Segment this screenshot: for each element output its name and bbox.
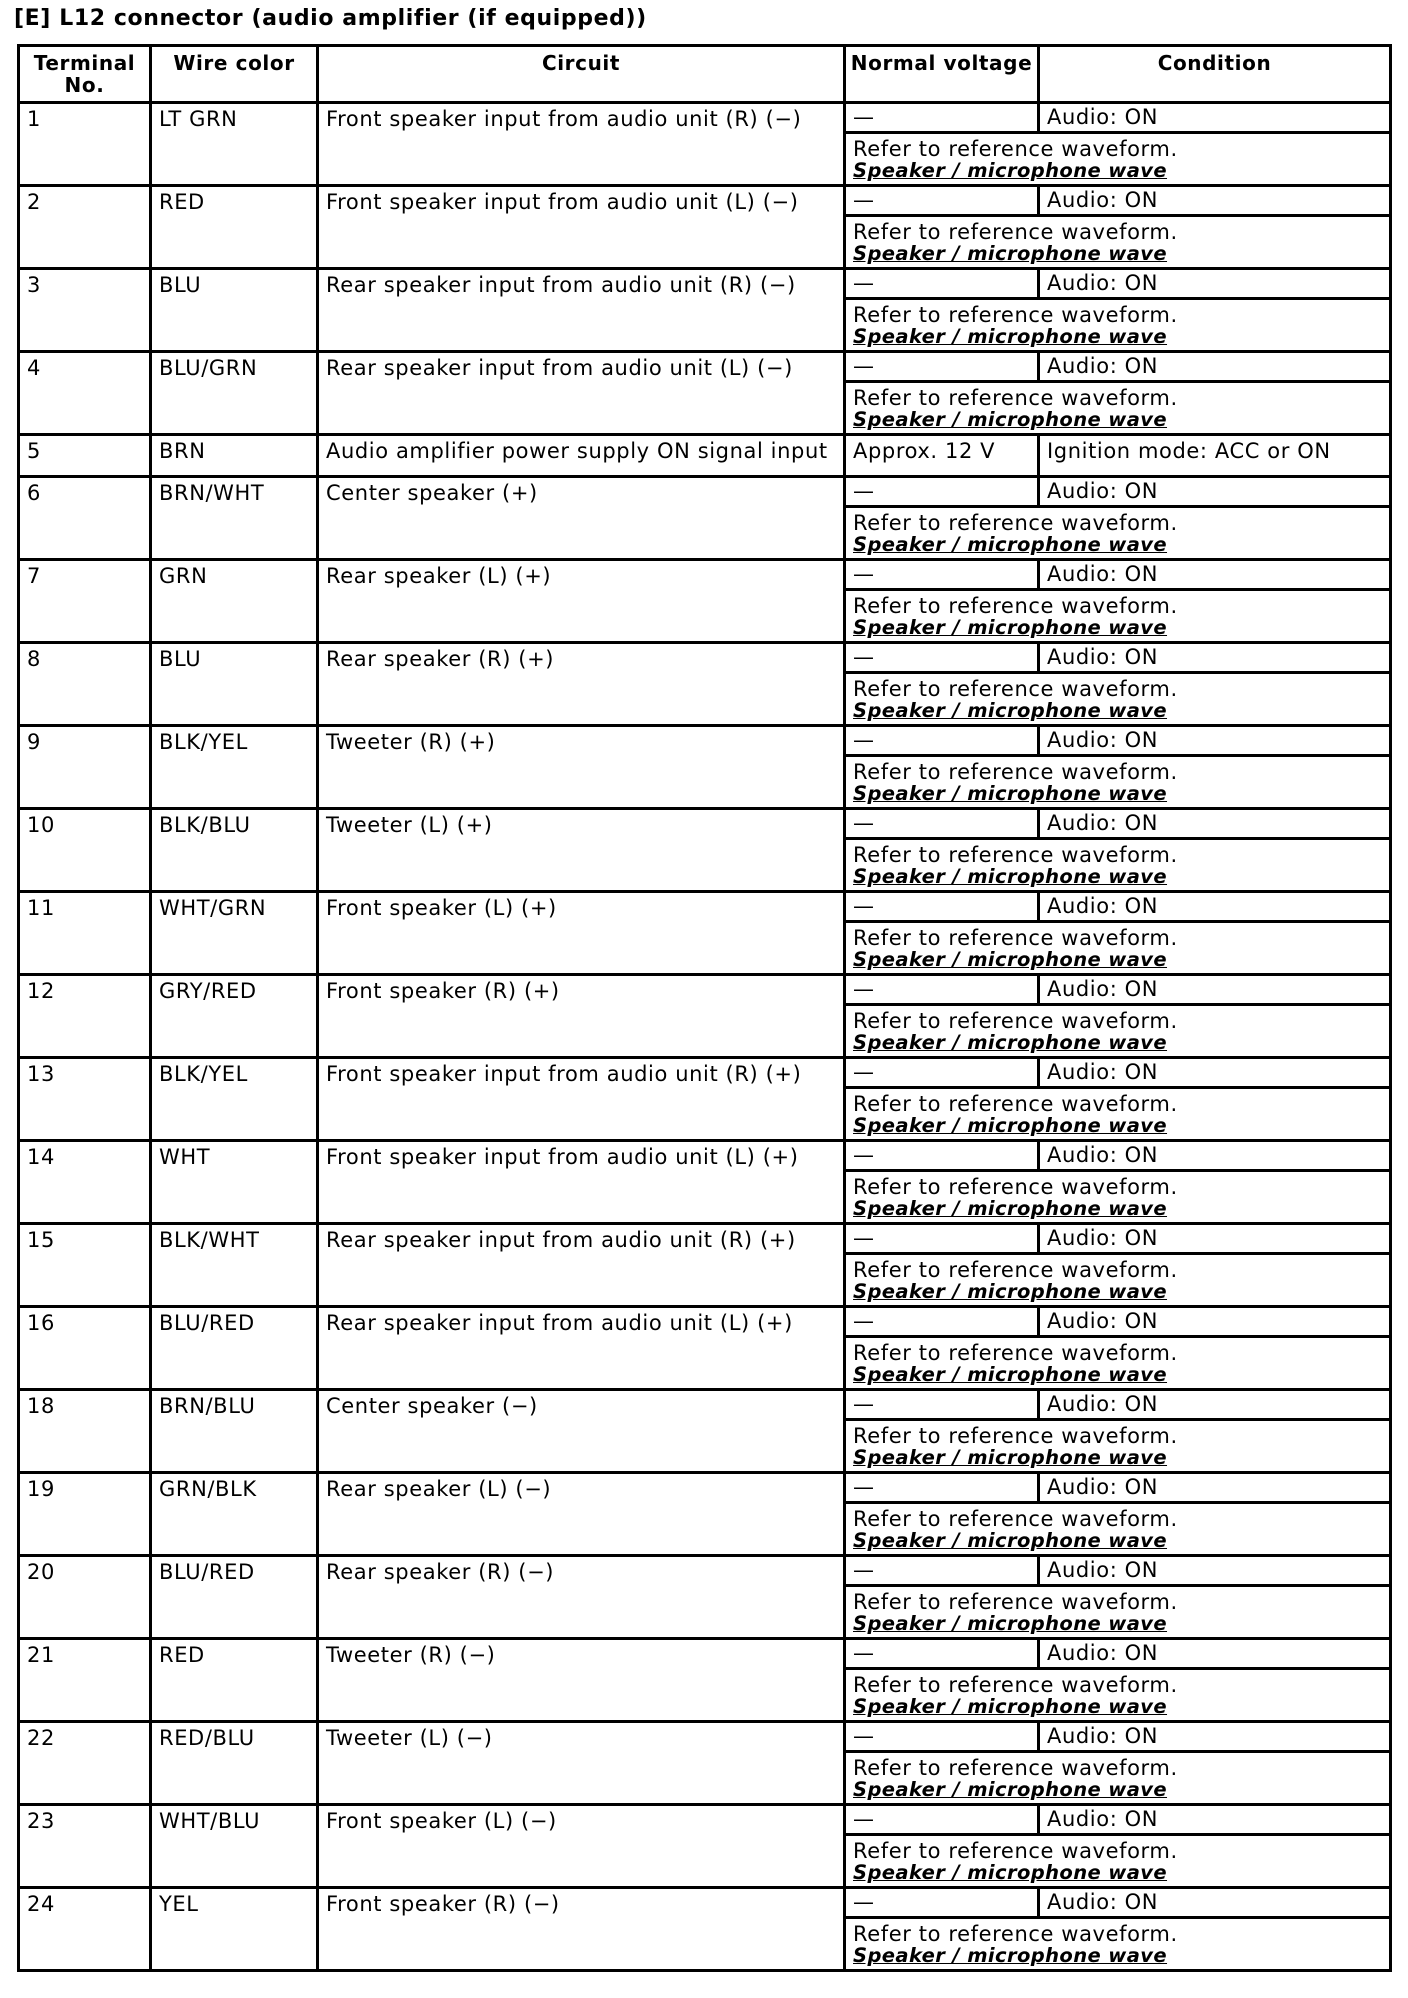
wire-color: BRN (151, 435, 318, 477)
normal-voltage: — (845, 477, 1039, 507)
wire-color: BLU/RED (151, 1307, 318, 1390)
wire-color: WHT (151, 1141, 318, 1224)
reference-text: Refer to reference waveform. (853, 843, 1178, 867)
normal-voltage: — (845, 643, 1039, 673)
wire-color: BLK/BLU (151, 809, 318, 892)
circuit: Rear speaker (R) (+) (318, 643, 845, 726)
normal-voltage: — (845, 1805, 1039, 1835)
circuit: Front speaker input from audio unit (L) (+) (318, 1141, 845, 1224)
condition: Audio: ON (1039, 186, 1391, 216)
normal-voltage: — (845, 1141, 1039, 1171)
header-terminal: Terminal No. (19, 46, 151, 103)
waveform-link[interactable]: Speaker / microphone wave (853, 159, 1168, 182)
table-row (19, 809, 1391, 839)
circuit: Front speaker (L) (+) (318, 892, 845, 975)
waveform-link[interactable]: Speaker / microphone wave (853, 1114, 1168, 1137)
waveform-link[interactable]: Speaker / microphone wave (853, 1861, 1168, 1884)
table-row (19, 892, 1391, 922)
wire-color: WHT/GRN (151, 892, 318, 975)
reference-text: Refer to reference waveform. (853, 1424, 1178, 1448)
normal-voltage: — (845, 1639, 1039, 1669)
reference-waveform-cell (845, 133, 1391, 186)
circuit: Center speaker (−) (318, 1390, 845, 1473)
waveform-link[interactable]: Speaker / microphone wave (853, 616, 1168, 639)
waveform-link[interactable]: Speaker / microphone wave (853, 1612, 1168, 1635)
wire-color: RED/BLU (151, 1722, 318, 1805)
table-row (19, 1307, 1391, 1337)
reference-text: Refer to reference waveform. (853, 1507, 1178, 1531)
wire-color: WHT/BLU (151, 1805, 318, 1888)
waveform-link[interactable]: Speaker / microphone wave (853, 533, 1168, 556)
terminal-no: 23 (19, 1805, 151, 1888)
reference-waveform-cell (845, 216, 1391, 269)
header-circuit: Circuit (318, 46, 845, 103)
reference-text: Refer to reference waveform. (853, 760, 1178, 784)
circuit: Rear speaker input from audio unit (R) (−) (318, 269, 845, 352)
wire-color: BRN/WHT (151, 477, 318, 560)
terminal-no: 12 (19, 975, 151, 1058)
waveform-link[interactable]: Speaker / microphone wave (853, 325, 1168, 348)
header-wire-color: Wire color (151, 46, 318, 103)
wire-color: BLU (151, 269, 318, 352)
table-row (19, 1224, 1391, 1254)
normal-voltage: — (845, 1556, 1039, 1586)
table-row (19, 352, 1391, 382)
normal-voltage: — (845, 186, 1039, 216)
waveform-link[interactable]: Speaker / microphone wave (853, 782, 1168, 805)
condition: Audio: ON (1039, 560, 1391, 590)
condition: Ignition mode: ACC or ON (1039, 435, 1391, 477)
reference-waveform-cell (845, 1586, 1391, 1639)
terminal-no: 16 (19, 1307, 151, 1390)
reference-waveform-cell (845, 507, 1391, 560)
normal-voltage: — (845, 352, 1039, 382)
terminal-no: 9 (19, 726, 151, 809)
table-row (19, 726, 1391, 756)
wire-color: BLU/RED (151, 1556, 318, 1639)
wire-color: GRY/RED (151, 975, 318, 1058)
reference-waveform-cell (845, 839, 1391, 892)
reference-text: Refer to reference waveform. (853, 1839, 1178, 1863)
table-row (19, 1805, 1391, 1835)
circuit: Rear speaker input from audio unit (L) (+) (318, 1307, 845, 1390)
table-row (19, 1058, 1391, 1088)
condition: Audio: ON (1039, 1390, 1391, 1420)
reference-text: Refer to reference waveform. (853, 1922, 1178, 1946)
circuit: Front speaker (R) (−) (318, 1888, 845, 1971)
condition: Audio: ON (1039, 103, 1391, 133)
terminal-no: 4 (19, 352, 151, 435)
condition: Audio: ON (1039, 1224, 1391, 1254)
circuit: Rear speaker (R) (−) (318, 1556, 845, 1639)
waveform-link[interactable]: Speaker / microphone wave (853, 865, 1168, 888)
waveform-link[interactable]: Speaker / microphone wave (853, 1695, 1168, 1718)
normal-voltage: — (845, 1888, 1039, 1918)
terminal-no: 20 (19, 1556, 151, 1639)
condition: Audio: ON (1039, 1058, 1391, 1088)
reference-text: Refer to reference waveform. (853, 1756, 1178, 1780)
reference-text: Refer to reference waveform. (853, 511, 1178, 535)
condition: Audio: ON (1039, 1888, 1391, 1918)
normal-voltage: — (845, 1390, 1039, 1420)
reference-text: Refer to reference waveform. (853, 303, 1178, 327)
terminal-no: 6 (19, 477, 151, 560)
table-row (19, 643, 1391, 673)
table-row (19, 1888, 1391, 1918)
reference-waveform-cell (845, 922, 1391, 975)
normal-voltage: — (845, 103, 1039, 133)
condition: Audio: ON (1039, 1722, 1391, 1752)
circuit: Front speaker input from audio unit (R) (+) (318, 1058, 845, 1141)
circuit: Tweeter (R) (−) (318, 1639, 845, 1722)
table-row (19, 975, 1391, 1005)
terminal-no: 5 (19, 435, 151, 477)
waveform-link[interactable]: Speaker / microphone wave (853, 948, 1168, 971)
terminal-no: 19 (19, 1473, 151, 1556)
condition: Audio: ON (1039, 1307, 1391, 1337)
circuit: Rear speaker (L) (+) (318, 560, 845, 643)
reference-waveform-cell (845, 756, 1391, 809)
reference-waveform-cell (845, 590, 1391, 643)
wire-color: BLU (151, 643, 318, 726)
normal-voltage: — (845, 1307, 1039, 1337)
reference-waveform-cell (845, 299, 1391, 352)
reference-text: Refer to reference waveform. (853, 220, 1178, 244)
waveform-link[interactable]: Speaker / microphone wave (853, 1363, 1168, 1386)
table-row (19, 1556, 1391, 1586)
table-row (19, 560, 1391, 590)
circuit: Rear speaker input from audio unit (R) (+) (318, 1224, 845, 1307)
wire-color: YEL (151, 1888, 318, 1971)
condition: Audio: ON (1039, 269, 1391, 299)
condition: Audio: ON (1039, 1473, 1391, 1503)
reference-waveform-cell (845, 1005, 1391, 1058)
terminal-no: 3 (19, 269, 151, 352)
table-row (19, 477, 1391, 507)
terminal-no: 7 (19, 560, 151, 643)
terminal-no: 10 (19, 809, 151, 892)
condition: Audio: ON (1039, 477, 1391, 507)
waveform-link[interactable]: Speaker / microphone wave (853, 1031, 1168, 1054)
table-row (19, 1141, 1391, 1171)
normal-voltage: — (845, 1224, 1039, 1254)
terminal-no: 1 (19, 103, 151, 186)
reference-text: Refer to reference waveform. (853, 1673, 1178, 1697)
terminal-no: 11 (19, 892, 151, 975)
reference-text: Refer to reference waveform. (853, 1258, 1178, 1282)
reference-text: Refer to reference waveform. (853, 1341, 1178, 1365)
table-body (19, 103, 1391, 1971)
reference-text: Refer to reference waveform. (853, 1009, 1178, 1033)
reference-waveform-cell (845, 1171, 1391, 1224)
normal-voltage: — (845, 975, 1039, 1005)
normal-voltage: Approx. 12 V (845, 435, 1039, 477)
reference-waveform-cell (845, 1918, 1391, 1971)
condition: Audio: ON (1039, 1639, 1391, 1669)
circuit: Tweeter (R) (+) (318, 726, 845, 809)
circuit: Front speaker (R) (+) (318, 975, 845, 1058)
reference-waveform-cell (845, 1420, 1391, 1473)
waveform-link[interactable]: Speaker / microphone wave (853, 1778, 1168, 1801)
reference-text: Refer to reference waveform. (853, 594, 1178, 618)
reference-waveform-cell (845, 1752, 1391, 1805)
terminal-no: 15 (19, 1224, 151, 1307)
terminal-no: 21 (19, 1639, 151, 1722)
normal-voltage: — (845, 560, 1039, 590)
terminal-no: 2 (19, 186, 151, 269)
wire-color: BLK/WHT (151, 1224, 318, 1307)
circuit: Front speaker input from audio unit (L) (−) (318, 186, 845, 269)
condition: Audio: ON (1039, 809, 1391, 839)
circuit: Tweeter (L) (+) (318, 809, 845, 892)
circuit: Center speaker (+) (318, 477, 845, 560)
waveform-link[interactable]: Speaker / microphone wave (853, 408, 1168, 431)
wire-color: BRN/BLU (151, 1390, 318, 1473)
circuit: Tweeter (L) (−) (318, 1722, 845, 1805)
normal-voltage: — (845, 726, 1039, 756)
waveform-link[interactable]: Speaker / microphone wave (853, 1446, 1168, 1469)
wire-color: LT GRN (151, 103, 318, 186)
reference-waveform-cell (845, 1337, 1391, 1390)
terminal-no: 14 (19, 1141, 151, 1224)
condition: Audio: ON (1039, 892, 1391, 922)
page-title: [E] L12 connector (audio amplifier (if equipped)) (14, 6, 647, 31)
reference-text: Refer to reference waveform. (853, 386, 1178, 410)
wire-color: BLK/YEL (151, 1058, 318, 1141)
table-row (19, 269, 1391, 299)
table-row (19, 1473, 1391, 1503)
reference-text: Refer to reference waveform. (853, 677, 1178, 701)
reference-waveform-cell (845, 673, 1391, 726)
condition: Audio: ON (1039, 726, 1391, 756)
condition: Audio: ON (1039, 1556, 1391, 1586)
reference-waveform-cell (845, 1088, 1391, 1141)
circuit: Front speaker (L) (−) (318, 1805, 845, 1888)
condition: Audio: ON (1039, 643, 1391, 673)
table-row (19, 186, 1391, 216)
waveform-link[interactable]: Speaker / microphone wave (853, 1944, 1168, 1967)
wire-color: RED (151, 1639, 318, 1722)
circuit: Rear speaker input from audio unit (L) (−) (318, 352, 845, 435)
connector-table (17, 44, 1392, 1972)
header-condition: Condition (1039, 46, 1391, 103)
terminal-no: 22 (19, 1722, 151, 1805)
terminal-no: 13 (19, 1058, 151, 1141)
condition: Audio: ON (1039, 1805, 1391, 1835)
normal-voltage: — (845, 1722, 1039, 1752)
condition: Audio: ON (1039, 1141, 1391, 1171)
reference-text: Refer to reference waveform. (853, 1092, 1178, 1116)
normal-voltage: — (845, 892, 1039, 922)
circuit: Audio amplifier power supply ON signal input (318, 435, 845, 477)
waveform-link[interactable]: Speaker / microphone wave (853, 1529, 1168, 1552)
waveform-link[interactable]: Speaker / microphone wave (853, 1280, 1168, 1303)
reference-text: Refer to reference waveform. (853, 1590, 1178, 1614)
wire-color: RED (151, 186, 318, 269)
header-row (19, 46, 1391, 103)
reference-text: Refer to reference waveform. (853, 926, 1178, 950)
wire-color: BLU/GRN (151, 352, 318, 435)
waveform-link[interactable]: Speaker / microphone wave (853, 1197, 1168, 1220)
wire-color: BLK/YEL (151, 726, 318, 809)
table-row (19, 1639, 1391, 1669)
normal-voltage: — (845, 1058, 1039, 1088)
reference-waveform-cell (845, 382, 1391, 435)
terminal-no: 8 (19, 643, 151, 726)
terminal-no: 18 (19, 1390, 151, 1473)
circuit: Rear speaker (L) (−) (318, 1473, 845, 1556)
waveform-link[interactable]: Speaker / microphone wave (853, 242, 1168, 265)
reference-waveform-cell (845, 1503, 1391, 1556)
normal-voltage: — (845, 809, 1039, 839)
table-row (19, 1390, 1391, 1420)
circuit: Front speaker input from audio unit (R) (−) (318, 103, 845, 186)
normal-voltage: — (845, 1473, 1039, 1503)
reference-waveform-cell (845, 1835, 1391, 1888)
header-normal-voltage: Normal voltage (845, 46, 1039, 103)
reference-waveform-cell (845, 1669, 1391, 1722)
reference-text: Refer to reference waveform. (853, 137, 1178, 161)
wire-color: GRN (151, 560, 318, 643)
wire-color: GRN/BLK (151, 1473, 318, 1556)
table-row (19, 103, 1391, 133)
terminal-no: 24 (19, 1888, 151, 1971)
table-row (19, 1722, 1391, 1752)
table-row (19, 435, 1391, 477)
reference-text: Refer to reference waveform. (853, 1175, 1178, 1199)
reference-waveform-cell (845, 1254, 1391, 1307)
normal-voltage: — (845, 269, 1039, 299)
condition: Audio: ON (1039, 352, 1391, 382)
waveform-link[interactable]: Speaker / microphone wave (853, 699, 1168, 722)
condition: Audio: ON (1039, 975, 1391, 1005)
